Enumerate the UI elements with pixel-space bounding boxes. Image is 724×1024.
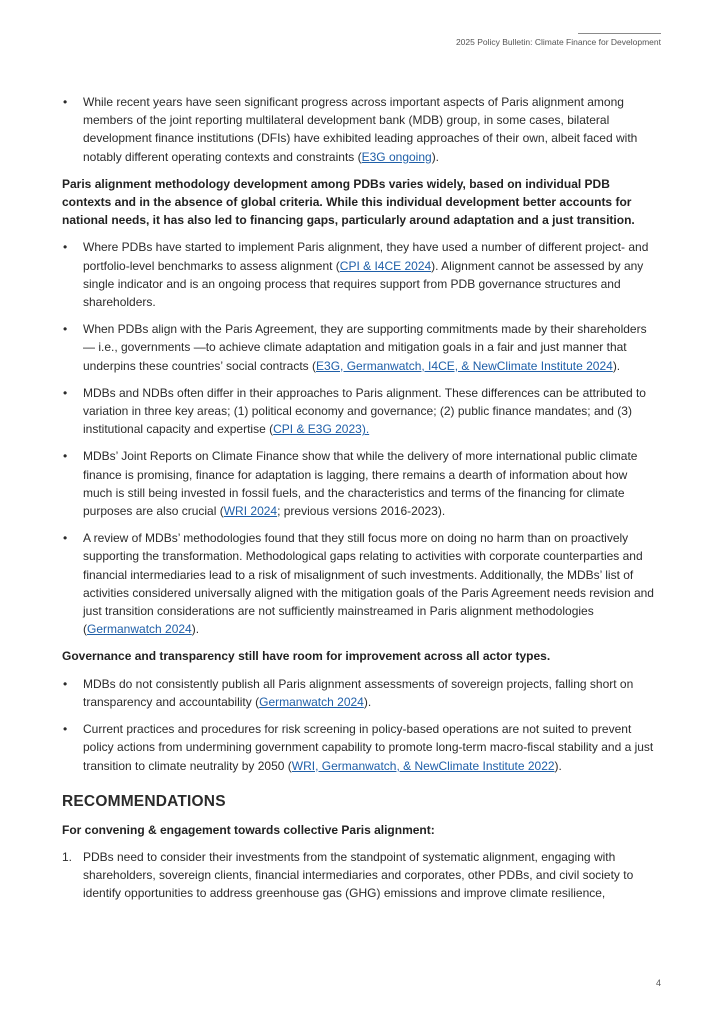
bullet-text: A review of MDBs’ methodologies found that they still focus more on doing no harm than on proactively supporting the transformation. Methodological gaps relating to activities with corporate counterparties and financial intermediaries lead to a risk of misalignment of such investments. Additionally, the MDBs’ list of activities considered universally aligned with the mitigation goals of the Paris Agreement needs revision and just transition considerations are not sufficiently mainstreamed in Paris alignment methodologies ( <box>83 531 654 637</box>
bullet-text: Current practices and procedures for risk screening in policy-based operations are not suited to prevent policy actions from undermining government capability to promote long-term macro-fiscal stability and a just transition to climate neutrality by 2050 ( <box>83 722 654 773</box>
list-item: • MDBs do not consistently publish all Paris alignment assessments of sovereign projects, falling short on transparency and accountability (Germanwatch 2024). <box>63 676 634 709</box>
bullet-mark: • <box>63 322 68 337</box>
bullet-text: When PDBs align with the Paris Agreement, they are supporting commitments made by their shareholders — i.e., governments —to achieve climate adaptation and mitigation goals in a fair and just manner that underpins these countries’ social contracts ( <box>83 322 647 373</box>
page-number: 4 <box>655 978 661 988</box>
citation-link[interactable]: WRI 2024 <box>223 504 278 519</box>
list-item: • A review of MDBs’ methodologies found that they still focus more on doing no harm than on proactively supporting the transformation. Methodological gaps relating to activities with corporate counterparties and financial intermediaries lead to a risk of misalignment of such investments. Additionally, the MDBs’ list of activities considered universally aligned with the mitigation goals of the Paris Agreement needs revision and just transition considerations are not sufficiently mainstreamed in Paris alignment methodologies (Germanwatch 2024). <box>63 531 654 637</box>
page-content <box>62 93 659 903</box>
number-mark: 1. <box>62 849 73 864</box>
header-rule <box>578 33 661 34</box>
bullet-mark: • <box>63 240 68 255</box>
list-item: • Current practices and procedures for risk screening in policy-based operations are not suited to prevent policy actions from undermining government capability to promote long-term macro-fiscal stability and a just transition to climate neutrality by 2050 (WRI, Germanwatch, & NewClimate Institute 2022). <box>63 722 654 773</box>
bullet-text: MDBs’ Joint Reports on Climate Finance show that while the delivery of more international public climate finance is promising, finance for adaptation is lagging, there remains a dearth of information about how much is still being invested in fossil fuels, and the characteristics and terms of the financing for climate purposes are also crucial ( <box>83 449 638 519</box>
list-item <box>62 384 659 439</box>
citation-link[interactable]: Germanwatch 2024 <box>87 622 192 637</box>
numbered-text: PDBs need to consider their investments from the standpoint of systematic alignment, engaging with shareholders, sovereign clients, financial intermediaries and corporates, other PDBs, and civil society to identify opportunities to address greenhouse gas (GHG) emissions and improve climate resilience, <box>83 849 634 901</box>
citation-link[interactable]: WRI, Germanwatch, & NewClimate Institute 2022 <box>291 758 555 773</box>
bullet-mark: • <box>63 385 68 400</box>
list-item: • MDBs’ Joint Reports on Climate Finance show that while the delivery of more international public climate finance is promising, finance for adaptation is lagging, there remains a dearth of information about how much is still being invested in fossil fuels, and the characteristics and terms of the financing for climate purposes are also crucial (WRI 2024; previous versions 2016-2023). <box>63 449 638 519</box>
citation-link[interactable]: E3G ongoing <box>361 149 432 164</box>
citation-link[interactable]: CPI & E3G 2023). <box>273 422 370 437</box>
list-item: • While recent years have seen significant progress across important aspects of Paris alignment among members of the joint reporting multilateral development bank (MDB) group, in some cases, bilateral development finance institutions (DFIs) have exhibited leading approaches of their own, albeit faced with notably different operating contexts and constraints (E3G ongoing). <box>63 95 638 164</box>
bullet-mark: • <box>63 449 68 464</box>
bullet-text: While recent years have seen significant progress across important aspects of Paris alignment among members of the joint reporting multilateral development bank (MDB) group, in some cases, bilateral development finance institutions (DFIs) have exhibited leading approaches of their own, albeit faced with notably different operating contexts and constraints ( <box>83 95 638 164</box>
citation-link[interactable]: E3G, Germanwatch, I4CE, & NewClimate Institute 2024 <box>316 358 613 373</box>
running-header: 2025 Policy Bulletin: Climate Finance for Development <box>455 37 661 47</box>
bullet-mark: • <box>63 722 68 737</box>
bold-heading: For convening & engagement towards collective Paris alignment: <box>62 822 435 837</box>
section-title: RECOMMENDATIONS <box>62 792 226 810</box>
bullet-mark: • <box>63 531 68 546</box>
list-item: • When PDBs align with the Paris Agreement, they are supporting commitments made by their shareholders — i.e., governments —to achieve climate adaptation and mitigation goals in a fair and just manner that underpins these countries’ social contracts (E3G, Germanwatch, I4CE, & NewClimate Institute 2024). <box>63 322 647 373</box>
list-item: • Where PDBs have started to implement Paris alignment, they have used a number of different project- and portfolio-level benchmarks to assess alignment (CPI & I4CE 2024). Alignment cannot be assessed by any single indicator and is an ongoing process that requires support from PDB governance structures and shareholders. <box>63 240 649 310</box>
bullet-text: Where PDBs have started to implement Paris alignment, they have used a number of different project- and portfolio-level benchmarks to assess alignment ( <box>83 240 649 273</box>
bullet-mark: • <box>63 676 68 691</box>
bold-heading: Paris alignment methodology development among PDBs varies widely, based on individual PDB contexts and in the absence of global criteria. While this individual development better accounts for national needs, it has also led to financing gaps, particularly around adaptation and a just transition. <box>62 176 635 228</box>
bold-heading: Governance and transparency still have room for improvement across all actor types. <box>62 649 551 664</box>
bullet-text: MDBs do not consistently publish all Paris alignment assessments of sovereign projects, falling short on transparency and accountability ( <box>83 676 634 709</box>
citation-link[interactable]: CPI & I4CE 2024 <box>339 258 432 273</box>
citation-link[interactable]: Germanwatch 2024 <box>259 694 364 709</box>
numbered-item <box>62 848 659 903</box>
bullet-mark: • <box>63 95 68 109</box>
bullet-text: MDBs and NDBs often differ in their approaches to Paris alignment. These differences can be attributed to variation in three key areas; (1) political economy and governance; (2) public finance mandates; and (3) institutional capacity and expertise ( <box>83 385 646 437</box>
